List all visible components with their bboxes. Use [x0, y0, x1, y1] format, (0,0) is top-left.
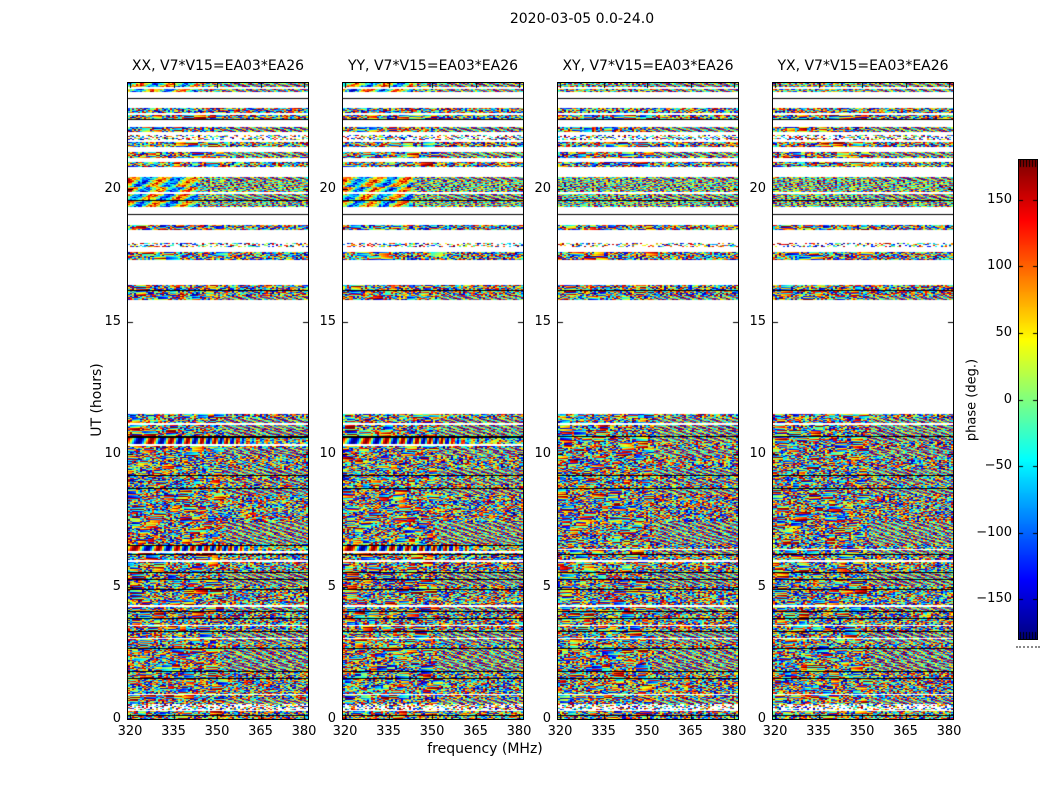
- x-tick-label: 380: [936, 724, 962, 739]
- colorbar-tick-label: 50: [995, 325, 1012, 340]
- x-tick-label: 350: [204, 724, 230, 739]
- x-tick-label: 365: [678, 724, 703, 739]
- colorbar-tick-label: 150: [987, 192, 1012, 207]
- colorbar-tick-label: 0: [1003, 392, 1012, 407]
- x-tick-label: 380: [721, 724, 747, 739]
- waterfall-canvas-yy: [343, 83, 523, 719]
- panel-title-xy: XY, V7*V15=EA03*EA26: [562, 58, 734, 74]
- waterfall-panel-yx: [772, 82, 954, 720]
- y-tick-label: 0: [327, 711, 336, 726]
- colorbar: [1018, 159, 1038, 640]
- y-tick-label: 0: [757, 711, 766, 726]
- panel-title-xx: XX, V7*V15=EA03*EA26: [131, 58, 305, 74]
- y-tick-label: 20: [319, 181, 336, 196]
- y-tick-label: 15: [319, 313, 336, 329]
- x-tick-label: 335: [161, 724, 186, 739]
- colorbar-tick-label: −50: [984, 458, 1012, 473]
- waterfall-canvas-xx: [128, 83, 308, 719]
- waterfall-canvas-xy: [558, 83, 738, 719]
- x-tick-label: 320: [332, 724, 358, 739]
- y-tick-label: 10: [534, 446, 551, 461]
- x-tick-label: 335: [591, 724, 616, 739]
- y-tick-label: 0: [542, 711, 551, 726]
- x-tick-label: 320: [547, 724, 573, 739]
- y-axis-label: UT (hours): [89, 363, 105, 437]
- y-tick-label: 20: [534, 181, 551, 196]
- y-tick-label: 0: [112, 711, 121, 726]
- x-tick-label: 335: [376, 724, 401, 739]
- x-axis-label: frequency (MHz): [427, 741, 543, 757]
- y-tick-label: 5: [542, 578, 551, 594]
- y-tick-label: 15: [749, 313, 766, 329]
- colorbar-tick-label: 100: [987, 258, 1012, 273]
- colorbar-canvas: [1019, 160, 1037, 639]
- figure-title: 2020-03-05 0.0-24.0: [509, 11, 655, 27]
- y-tick-label: 20: [104, 181, 121, 196]
- x-tick-label: 350: [419, 724, 445, 739]
- colorbar-tick-label: −100: [976, 525, 1012, 540]
- x-tick-label: 320: [117, 724, 143, 739]
- y-tick-label: 10: [319, 446, 336, 461]
- y-tick-label: 5: [112, 578, 121, 594]
- colorbar-label: phase (deg.): [964, 358, 980, 442]
- waterfall-canvas-yx: [773, 83, 953, 719]
- x-tick-label: 365: [463, 724, 488, 739]
- waterfall-panel-xx: [127, 82, 309, 720]
- x-tick-label: 380: [506, 724, 532, 739]
- waterfall-panel-yy: [342, 82, 524, 720]
- y-tick-label: 10: [104, 446, 121, 461]
- x-tick-label: 365: [248, 724, 273, 739]
- x-tick-label: 365: [893, 724, 918, 739]
- x-tick-label: 335: [806, 724, 831, 739]
- y-tick-label: 15: [104, 313, 121, 329]
- x-tick-label: 350: [634, 724, 660, 739]
- y-tick-label: 10: [749, 446, 766, 461]
- x-tick-label: 380: [291, 724, 317, 739]
- x-tick-label: 350: [849, 724, 875, 739]
- y-tick-label: 20: [749, 181, 766, 196]
- colorbar-tick-label: −150: [976, 591, 1012, 606]
- y-tick-label: 5: [327, 578, 336, 594]
- y-tick-label: 5: [757, 578, 766, 594]
- x-tick-label: 320: [762, 724, 788, 739]
- waterfall-panel-xy: [557, 82, 739, 720]
- panel-title-yy: YY, V7*V15=EA03*EA26: [347, 58, 519, 74]
- colorbar-dotted-line: [1016, 646, 1040, 648]
- panel-title-yx: YX, V7*V15=EA03*EA26: [777, 58, 949, 74]
- y-tick-label: 15: [534, 313, 551, 329]
